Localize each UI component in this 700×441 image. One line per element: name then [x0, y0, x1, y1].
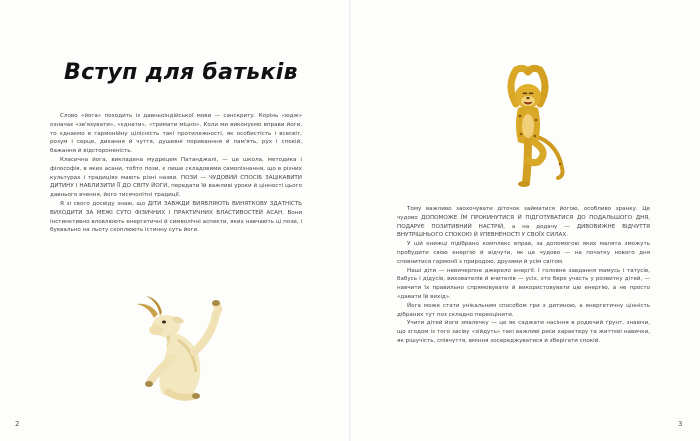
- left-paragraph-3: Я зі свого досвіду знаю, що ДІТИ ЗАВЖДИ ВИЯВЛЯЮТЬ ВИНЯТКОВУ ЗДАТНІСТЬ ВИХОДИТИ ЗА МЕЖІ СУТО ФІЗИЧНИХ І ПРАКТИЧНИХ ВЛАСТИВОСТЕЙ АСАН. Вони інстинктивно вловлюють енергетичні й символічні аспекти, яких навчають ці пози, і буквально на льоту схоплюють істинну суть йоги.: [50, 200, 302, 234]
- left-paragraph-2: Класична йога, викладена мудрецем Патанджалі, — це школа, методика і філософія, в яких асани, тобто пози, є лише складовими самопізнання, що в різних культурах і традиціях мають різні назви. ПОЗИ — ЧУДОВИЙ СПОСІБ ЗАЦІКАВИТИ ДИТИНУ І НАБЛИЗИТИ ЇЇ ДО СВІТУ ЙОГИ, передати їй важливі уроки й цінності цього давнього вчення, його тисячолітні традиції.: [50, 156, 302, 199]
- right-paragraph-5: Учити дітей йоги змалечку — це як саджати насіння в родючий ґрунт, знаючи, що згодом із того засіву «зійдуть» такі важливі риси характеру та життєві навички, як рішучість, співчуття, вміння зосереджуватися й зберігати спокій.: [397, 320, 650, 344]
- right-page-text: [397, 205, 650, 346]
- page-number-left: 2: [15, 420, 20, 428]
- left-page-text: [50, 112, 302, 235]
- leopard-illustration: [488, 64, 568, 190]
- right-paragraph-4: Йога може стати унікальним способом гри з дитиною, а енергетичну цінність дібраних тут поз складно переоцінити.: [397, 302, 650, 318]
- right-paragraph-2: У цій книжці підібрано комплекс вправ, за допомогою яких малята зможуть пробудити свою енергію й відчути, як це чудово — на початку нового дня сповнитися гармонії з природою, друзями й усім світом.: [397, 241, 650, 265]
- left-paragraph-1: Слово «йога» походить із давньоіндійської мови — санскриту. Корінь «юдж» означає «зв'язувати», «єднати», «тримати міцно». Коли ми виконуємо вправи йоги, то єднаємо в гармонійну цілісність такі протилежності, як особистість і всесвіт, розум і серце, дихання й чуття, душевні пориванння й пам'ять, рух і спокій, бажання й відстороненість.: [50, 113, 302, 155]
- page-title: Вступ для батьків: [64, 60, 298, 85]
- page-number-right: 3: [678, 420, 683, 428]
- book-gutter: [349, 0, 351, 441]
- goat-illustration: [128, 292, 224, 404]
- right-paragraph-1: Тому важливо заохочувати діточок займатися йогою, особливо зранку. Це чудово ДОПОМОЖЕ ЇМ ПРОКИНУТИСЯ Й ПІДГОТУВАТИСЯ ДО ПОДАЛЬШОГО ДНЯ, ПОДАРУЄ ПОЗИТИВНИЙ НАСТРІЙ, а на додачу — ДИВОВИЖНЕ ВІДЧУТТЯ ВНУТРІШНЬОГО СПОКОЮ Й УПЕВНЕНОСТІ У СВОЇХ СИЛАХ.: [397, 206, 650, 239]
- right-paragraph-3: Наші діти — невичерпне джерело енергії. І головне завдання мамусь і татусів, бабусь і дідусів, вихователів й вчителів — усіх, хто бере участь у розвитку дітей, — навчити їх правильно спрямовувати й використовувати цю енергію, а не просто «давати їй вихід».: [397, 267, 650, 300]
